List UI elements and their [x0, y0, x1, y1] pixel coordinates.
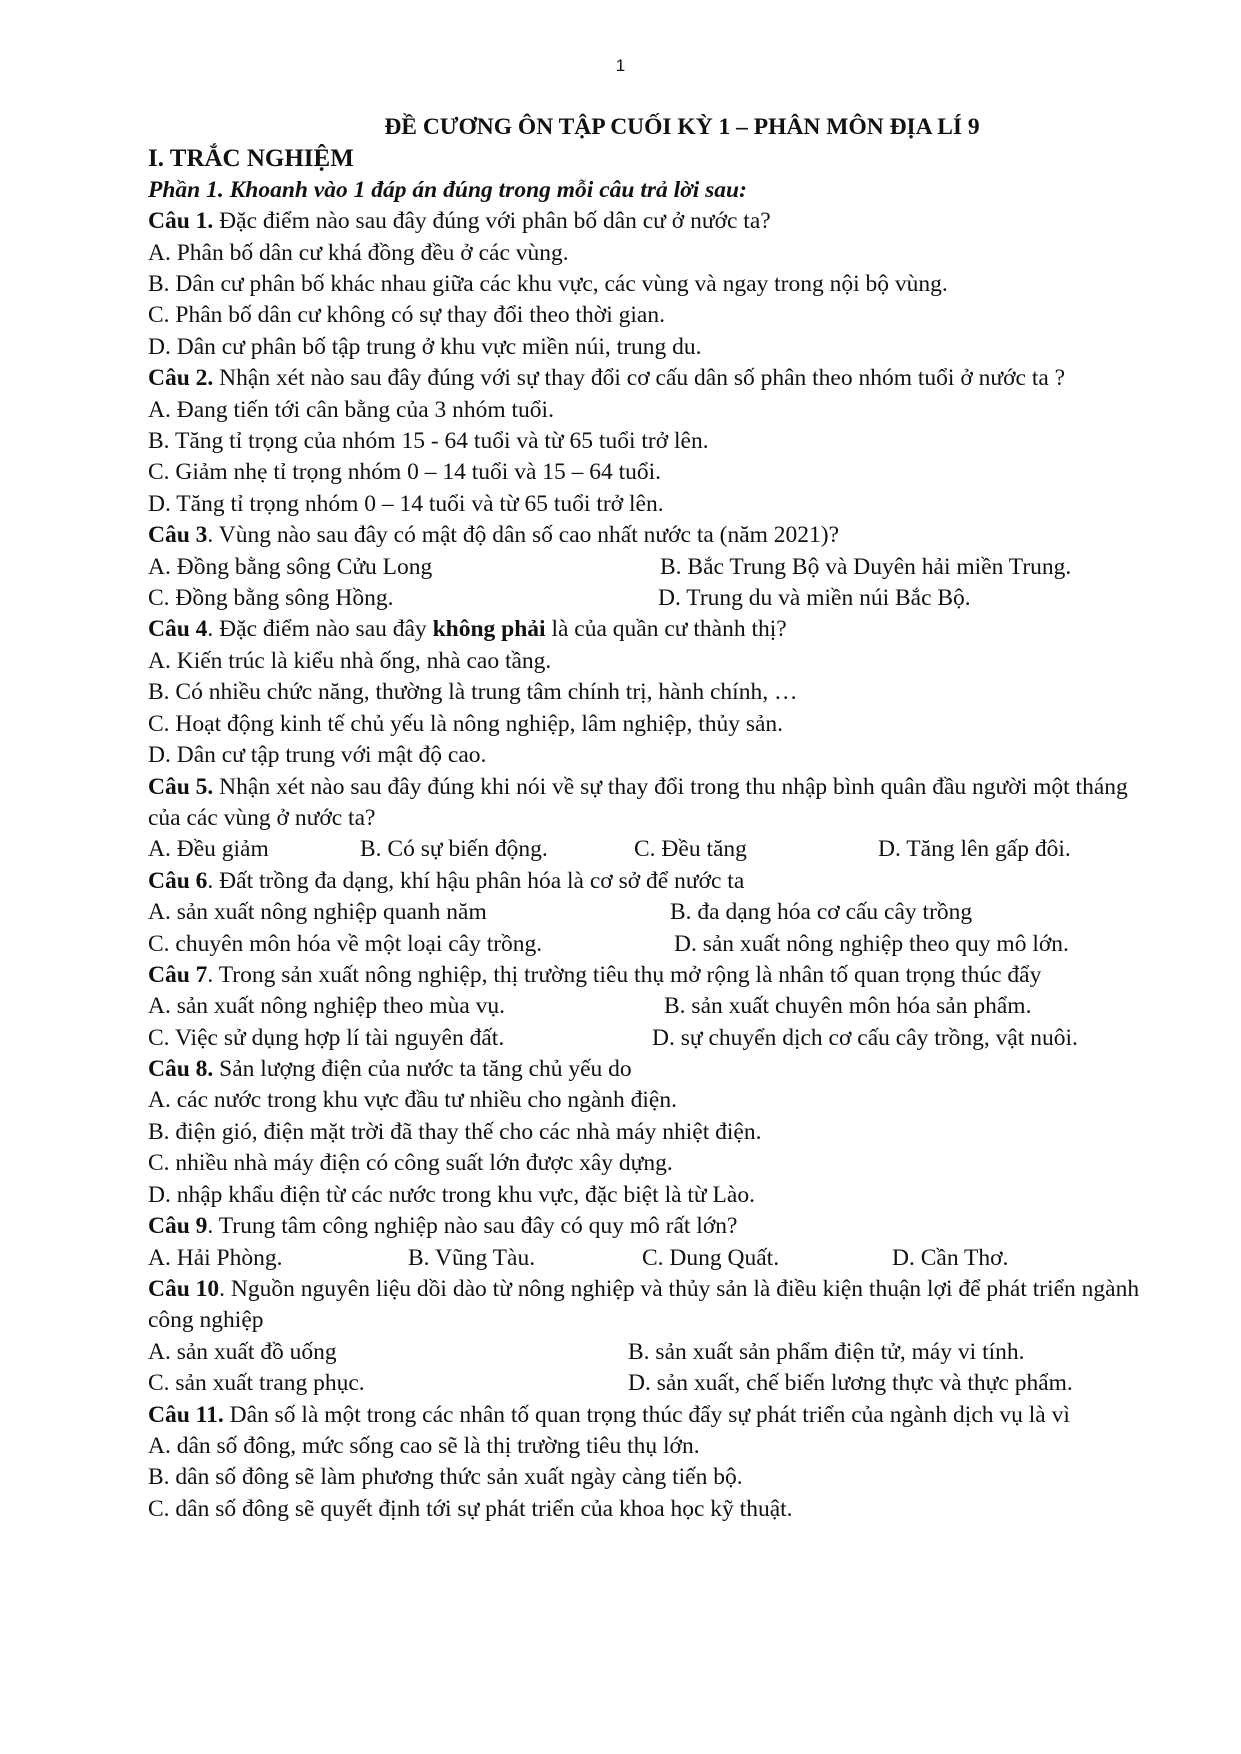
- option-c: C. Phân bố dân cư không có sự thay đổi theo thời gian.: [148, 302, 665, 329]
- question-number: Câu 11.: [148, 1401, 224, 1428]
- option-row: [148, 897, 1158, 928]
- question-number: Câu 7: [148, 961, 208, 988]
- question-text: Dân số là một trong các nhân tố quan trọng thúc đẩy sự phát triển của ngành dịch vụ là vì: [223, 1401, 1070, 1428]
- option-row: [148, 929, 1158, 960]
- option-d: D. sự chuyển dịch cơ cấu cây trồng, vật nuôi.: [652, 1024, 1078, 1051]
- option-row: [148, 1337, 1158, 1368]
- option-a: A. Đều giảm: [148, 836, 269, 863]
- document-title: ĐỀ CƯƠNG ÔN TẬP CUỐI KỲ 1 – PHÂN MÔN ĐỊA LÍ 9: [384, 114, 980, 140]
- question-5: [148, 772, 1158, 835]
- question-text: . Nguồn nguyên liệu dồi dào từ nông nghiệp và thủy sản là điều kiện thuận lợi để phát triển ngành công nghiệp: [148, 1275, 1140, 1334]
- part-heading: Phần 1. Khoanh vào 1 đáp án đúng trong mỗi câu trả lời sau:: [148, 176, 747, 203]
- option-a: A. Hải Phòng.: [148, 1244, 283, 1271]
- option-d: D. Trung du và miền núi Bắc Bộ.: [658, 585, 971, 612]
- page-number: 1: [615, 56, 626, 75]
- option-c: C. sản xuất trang phục.: [148, 1370, 365, 1397]
- question-number: Câu 6: [148, 867, 208, 894]
- question-number: Câu 9: [148, 1213, 208, 1240]
- question-number: Câu 8.: [148, 1056, 214, 1083]
- question-text: là của quần cư thành thị?: [545, 616, 787, 643]
- question-3: [148, 520, 1158, 551]
- option-row: [148, 991, 1158, 1022]
- question-text: Nhận xét nào sau đây đúng với sự thay đổi cơ cấu dân số phân theo nhóm tuổi ở nước ta ?: [213, 365, 1066, 392]
- option-c: C. nhiều nhà máy điện có công suất lớn được xây dựng.: [148, 1150, 673, 1177]
- option-a: A. Kiến trúc là kiểu nhà ống, nhà cao tầng.: [148, 647, 552, 674]
- option-d: D. Cần Thơ.: [892, 1244, 1009, 1271]
- question-number: Câu 3: [148, 522, 208, 549]
- option-c: C. dân số đông sẽ quyết định tới sự phát triển của khoa học kỹ thuật.: [148, 1495, 793, 1522]
- option-b: B. Có nhiều chức năng, thường là trung tâm chính trị, hành chính, …: [148, 679, 798, 706]
- question-text: . Trung tâm công nghiệp nào sau đây có quy mô rất lớn?: [207, 1213, 738, 1240]
- question-number: Câu 10: [148, 1275, 220, 1302]
- option-a: A. sản xuất đồ uống: [148, 1338, 337, 1365]
- option-b: B. dân số đông sẽ làm phương thức sản xuất ngày càng tiến bộ.: [148, 1464, 743, 1491]
- option-b: B. Bắc Trung Bộ và Duyên hải miền Trung.: [660, 553, 1072, 580]
- question-11: [148, 1400, 1158, 1431]
- option-row: [148, 834, 1158, 865]
- option-c: C. Việc sử dụng hợp lí tài nguyên đất.: [148, 1024, 505, 1051]
- option-d: D. Dân cư tập trung với mật độ cao.: [148, 742, 487, 769]
- option-c: C. Dung Quất.: [642, 1244, 780, 1271]
- option-a: A. sản xuất nông nghiệp theo mùa vụ.: [148, 993, 506, 1020]
- option-b: B. đa dạng hóa cơ cấu cây trồng: [670, 899, 973, 926]
- option-c: C. Hoạt động kinh tế chủ yếu là nông nghiệp, lâm nghiệp, thủy sản.: [148, 710, 784, 737]
- option-b: B. Vũng Tàu.: [408, 1244, 536, 1271]
- option-row: [148, 1368, 1158, 1399]
- option-b: B. Có sự biến động.: [360, 836, 548, 863]
- option-a: A. các nước trong khu vực đầu tư nhiều cho ngành điện.: [148, 1087, 677, 1114]
- question-text: . Trong sản xuất nông nghiệp, thị trường tiêu thụ mở rộng là nhân tố quan trọng thúc đẩy: [207, 961, 1042, 988]
- option-d: D. sản xuất, chế biến lương thực và thực phẩm.: [628, 1370, 1073, 1397]
- question-7: [148, 960, 1158, 991]
- option-b: B. Tăng tỉ trọng của nhóm 15 - 64 tuổi và từ 65 tuổi trở lên.: [148, 428, 709, 455]
- question-number: Câu 5.: [148, 773, 214, 800]
- document-body: [148, 112, 1158, 1525]
- option-a: A. sản xuất nông nghiệp quanh năm: [148, 899, 487, 926]
- option-c: C. chuyên môn hóa về một loại cây trồng.: [148, 930, 543, 957]
- option-b: B. điện gió, điện mặt trời đã thay thế cho các nhà máy nhiệt điện.: [148, 1118, 762, 1145]
- option-a: A. Đồng bằng sông Cửu Long: [148, 553, 433, 580]
- question-text: . Đất trồng đa dạng, khí hậu phân hóa là cơ sở để nước ta: [207, 867, 745, 894]
- question-text: . Vùng nào sau đây có mật độ dân số cao nhất nước ta (năm 2021)?: [207, 522, 840, 549]
- option-c: C. Đều tăng: [634, 836, 747, 863]
- question-text: . Đặc điểm nào sau đây: [207, 616, 433, 643]
- option-a: A. Đang tiến tới cân bằng của 3 nhóm tuổi.: [148, 396, 554, 423]
- question-9: [148, 1211, 1158, 1242]
- question-1: [148, 206, 1158, 237]
- question-number: Câu 1.: [148, 208, 214, 235]
- option-d: D. Dân cư phân bố tập trung ở khu vực miền núi, trung du.: [148, 333, 702, 360]
- option-b: B. sản xuất chuyên môn hóa sản phẩm.: [664, 993, 1032, 1020]
- question-4: [148, 614, 1158, 645]
- option-c: C. Giảm nhẹ tỉ trọng nhóm 0 – 14 tuổi và 15 – 64 tuổi.: [148, 459, 662, 486]
- question-number: Câu 4: [148, 616, 208, 643]
- option-row: [148, 583, 1158, 614]
- question-10: [148, 1274, 1158, 1337]
- option-a: A. dân số đông, mức sống cao sẽ là thị trường tiêu thụ lớn.: [148, 1432, 700, 1459]
- section-heading: I. TRẮC NGHIỆM: [148, 145, 354, 173]
- option-d: D. Tăng tỉ trọng nhóm 0 – 14 tuổi và từ 65 tuổi trở lên.: [148, 490, 664, 517]
- question-text: Nhận xét nào sau đây đúng khi nói về sự thay đổi trong thu nhập bình quân đầu người một tháng của các vùng ở nước ta?: [148, 773, 1128, 831]
- option-a: A. Phân bố dân cư khá đồng đều ở các vùng.: [148, 239, 569, 266]
- option-c: C. Đồng bằng sông Hồng.: [148, 585, 394, 612]
- option-d: D. nhập khẩu điện từ các nước trong khu vực, đặc biệt là từ Lào.: [148, 1181, 755, 1208]
- option-row: [148, 1023, 1158, 1054]
- question-text: Đặc điểm nào sau đây đúng với phân bố dân cư ở nước ta?: [213, 208, 771, 235]
- question-number: Câu 2.: [148, 365, 214, 392]
- question-8: [148, 1054, 1158, 1085]
- question-text: Sản lượng điện của nước ta tăng chủ yếu do: [213, 1056, 632, 1083]
- option-b: B. sản xuất sản phẩm điện tử, máy vi tính.: [628, 1338, 1025, 1365]
- option-row: [148, 1243, 1158, 1274]
- option-row: [148, 552, 1158, 583]
- option-d: D. Tăng lên gấp đôi.: [878, 836, 1071, 863]
- question-2: [148, 363, 1158, 394]
- question-6: [148, 866, 1158, 897]
- option-d: D. sản xuất nông nghiệp theo quy mô lớn.: [674, 930, 1069, 957]
- question-emphasis: không phải: [432, 616, 546, 643]
- option-b: B. Dân cư phân bố khác nhau giữa các khu vực, các vùng và ngay trong nội bộ vùng.: [148, 271, 948, 298]
